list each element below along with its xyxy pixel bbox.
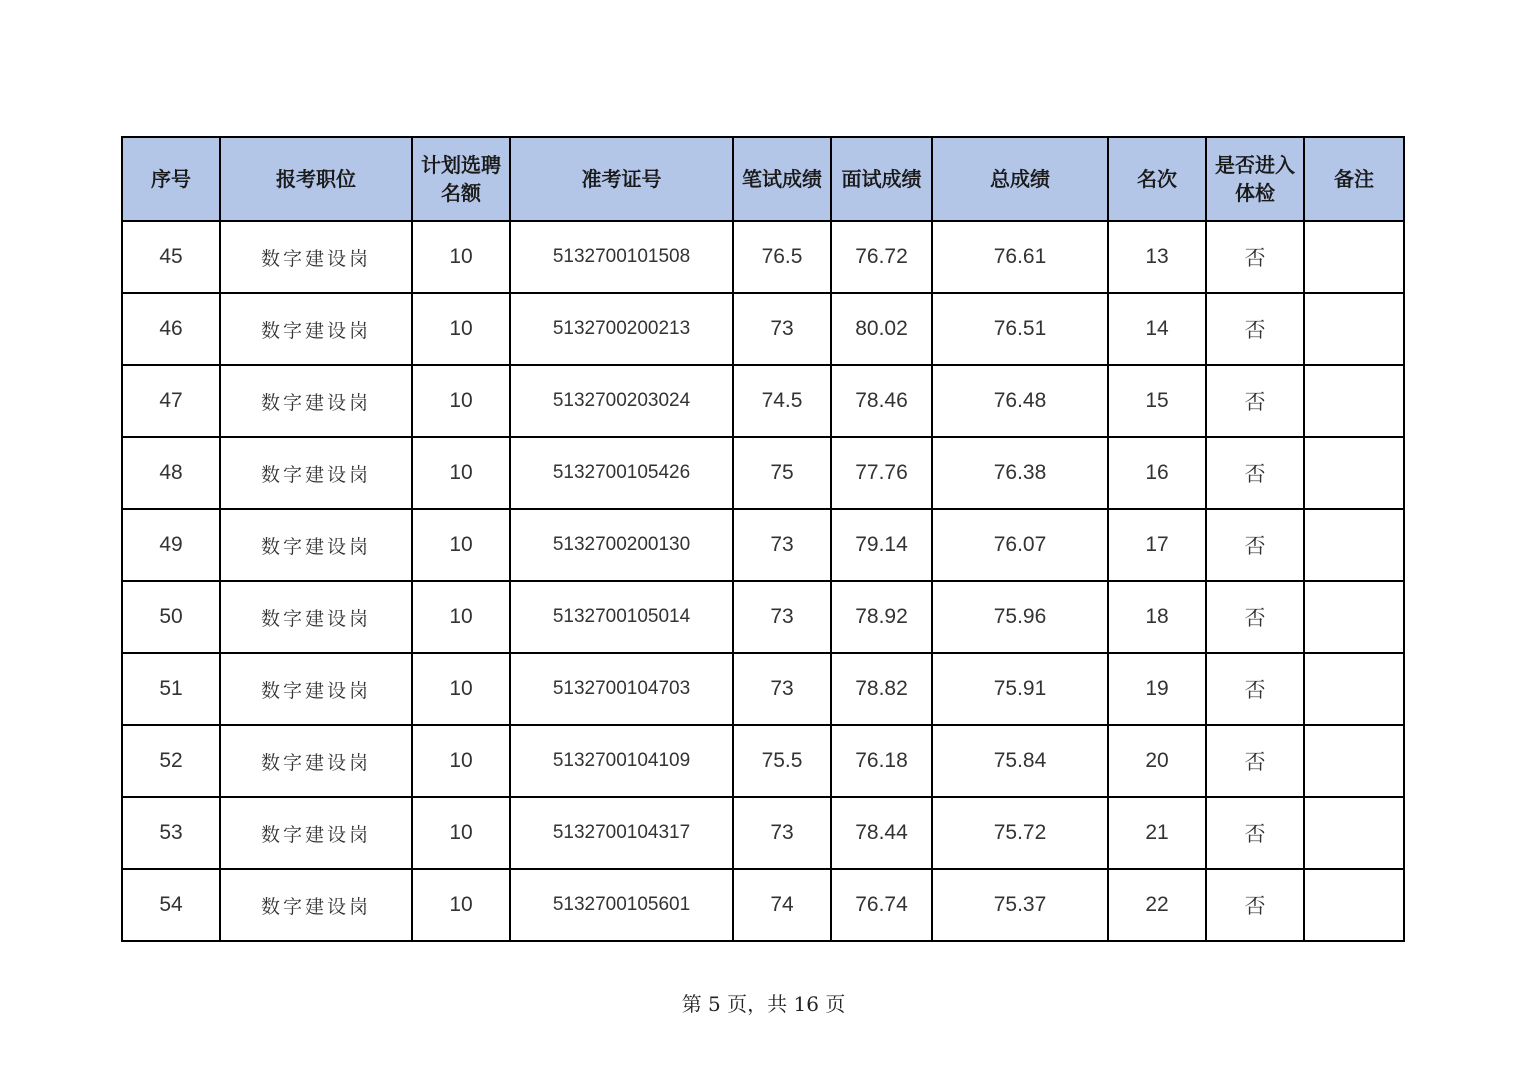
cell-written-score: 75 [733,437,831,509]
col-header-position: 报考职位 [220,137,412,221]
cell-medical-exam: 否 [1206,797,1304,869]
cell-index: 50 [122,581,220,653]
cell-quota: 10 [412,365,510,437]
cell-index: 48 [122,437,220,509]
cell-total-score: 75.37 [932,869,1108,941]
col-header-exam-number: 准考证号 [510,137,733,221]
cell-interview-score: 80.02 [831,293,932,365]
table-row [122,293,1404,365]
cell-rank: 16 [1108,437,1206,509]
page-footer [0,988,1527,1017]
cell-position: 数字建设岗 [220,581,412,653]
cell-interview-score: 78.46 [831,365,932,437]
col-header-written-score: 笔试成绩 [733,137,831,221]
cell-medical-exam: 否 [1206,293,1304,365]
cell-index: 54 [122,869,220,941]
cell-quota: 10 [412,293,510,365]
cell-medical-exam: 否 [1206,437,1304,509]
cell-quota: 10 [412,437,510,509]
cell-total-score: 75.91 [932,653,1108,725]
table-row [122,869,1404,941]
cell-medical-exam: 否 [1206,653,1304,725]
cell-position: 数字建设岗 [220,725,412,797]
cell-medical-exam: 否 [1206,221,1304,293]
cell-medical-exam: 否 [1206,869,1304,941]
cell-position: 数字建设岗 [220,509,412,581]
cell-exam-number: 5132700203024 [510,365,733,437]
cell-quota: 10 [412,725,510,797]
cell-remarks [1304,581,1404,653]
cell-rank: 14 [1108,293,1206,365]
table-row [122,509,1404,581]
cell-index: 51 [122,653,220,725]
cell-interview-score: 76.72 [831,221,932,293]
cell-written-score: 73 [733,293,831,365]
footer-suffix: 页 [825,992,846,1016]
cell-position: 数字建设岗 [220,653,412,725]
cell-remarks [1304,509,1404,581]
cell-rank: 22 [1108,869,1206,941]
cell-written-score: 73 [733,509,831,581]
cell-total-score: 76.07 [932,509,1108,581]
cell-written-score: 73 [733,653,831,725]
cell-quota: 10 [412,509,510,581]
cell-remarks [1304,725,1404,797]
cell-rank: 18 [1108,581,1206,653]
table-row [122,437,1404,509]
col-header-remarks: 备注 [1304,137,1404,221]
cell-rank: 21 [1108,797,1206,869]
cell-quota: 10 [412,653,510,725]
cell-total-score: 75.96 [932,581,1108,653]
cell-medical-exam: 否 [1206,509,1304,581]
results-table-container [121,136,1405,942]
col-header-rank: 名次 [1108,137,1206,221]
col-header-medical-exam: 是否进入 体检 [1206,137,1304,221]
cell-interview-score: 78.44 [831,797,932,869]
cell-remarks [1304,437,1404,509]
footer-total-pages: 16 [793,992,819,1016]
cell-written-score: 76.5 [733,221,831,293]
cell-index: 46 [122,293,220,365]
cell-total-score: 76.51 [932,293,1108,365]
table-row [122,221,1404,293]
cell-position: 数字建设岗 [220,221,412,293]
results-table [121,136,1405,942]
cell-exam-number: 5132700105426 [510,437,733,509]
cell-interview-score: 77.76 [831,437,932,509]
cell-position: 数字建设岗 [220,365,412,437]
cell-rank: 15 [1108,365,1206,437]
cell-total-score: 76.61 [932,221,1108,293]
cell-exam-number: 5132700104703 [510,653,733,725]
cell-interview-score: 79.14 [831,509,932,581]
cell-written-score: 73 [733,797,831,869]
cell-exam-number: 5132700105601 [510,869,733,941]
footer-prefix: 第 [681,992,702,1016]
cell-remarks [1304,797,1404,869]
table-row [122,581,1404,653]
footer-middle: 页，共 [727,992,788,1016]
cell-rank: 13 [1108,221,1206,293]
cell-total-score: 76.38 [932,437,1108,509]
cell-position: 数字建设岗 [220,293,412,365]
cell-total-score: 75.84 [932,725,1108,797]
cell-index: 45 [122,221,220,293]
cell-position: 数字建设岗 [220,797,412,869]
cell-exam-number: 5132700200213 [510,293,733,365]
cell-interview-score: 76.18 [831,725,932,797]
cell-remarks [1304,293,1404,365]
cell-remarks [1304,365,1404,437]
col-header-index: 序号 [122,137,220,221]
cell-written-score: 75.5 [733,725,831,797]
cell-position: 数字建设岗 [220,437,412,509]
cell-remarks [1304,653,1404,725]
cell-quota: 10 [412,221,510,293]
cell-remarks [1304,869,1404,941]
cell-index: 52 [122,725,220,797]
cell-quota: 10 [412,581,510,653]
cell-medical-exam: 否 [1206,365,1304,437]
cell-medical-exam: 否 [1206,581,1304,653]
cell-rank: 19 [1108,653,1206,725]
cell-exam-number: 5132700105014 [510,581,733,653]
cell-exam-number: 5132700101508 [510,221,733,293]
cell-medical-exam: 否 [1206,725,1304,797]
cell-index: 53 [122,797,220,869]
cell-index: 47 [122,365,220,437]
cell-exam-number: 5132700200130 [510,509,733,581]
cell-index: 49 [122,509,220,581]
cell-interview-score: 78.92 [831,581,932,653]
table-body [122,221,1404,941]
cell-position: 数字建设岗 [220,869,412,941]
col-header-total-score: 总成绩 [932,137,1108,221]
cell-total-score: 75.72 [932,797,1108,869]
cell-quota: 10 [412,869,510,941]
cell-interview-score: 78.82 [831,653,932,725]
table-row [122,653,1404,725]
col-header-quota: 计划选聘 名额 [412,137,510,221]
cell-interview-score: 76.74 [831,869,932,941]
table-row [122,365,1404,437]
cell-rank: 20 [1108,725,1206,797]
table-row [122,725,1404,797]
table-row [122,797,1404,869]
cell-exam-number: 5132700104109 [510,725,733,797]
cell-written-score: 74 [733,869,831,941]
cell-total-score: 76.48 [932,365,1108,437]
cell-written-score: 73 [733,581,831,653]
cell-exam-number: 5132700104317 [510,797,733,869]
footer-current-page: 5 [708,992,721,1016]
cell-remarks [1304,221,1404,293]
table-header-row [122,137,1404,221]
cell-rank: 17 [1108,509,1206,581]
cell-written-score: 74.5 [733,365,831,437]
col-header-interview-score: 面试成绩 [831,137,932,221]
cell-quota: 10 [412,797,510,869]
